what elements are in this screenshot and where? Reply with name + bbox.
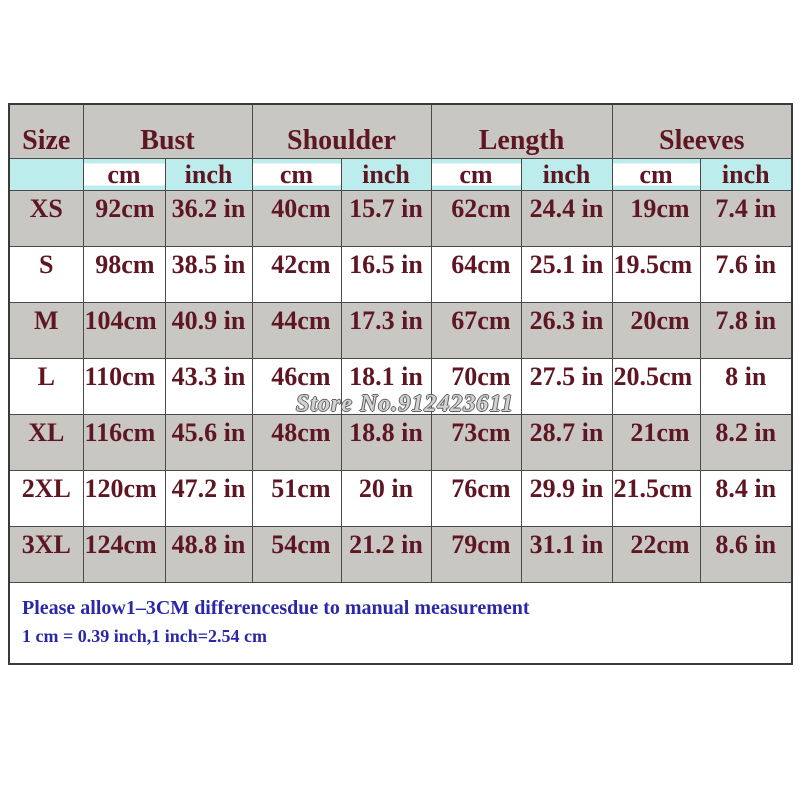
value-cell: 8.4 in [700,471,792,527]
value-cell: 20cm [612,303,700,359]
value-cell: 48cm [252,415,341,471]
unit-cell-inch: inch [521,159,612,191]
value-cell: 104cm [83,303,165,359]
value-cell: 28.7 in [521,415,612,471]
value-cell: 24.4 in [521,191,612,247]
unit-cell-inch: inch [165,159,252,191]
table-row [9,191,792,247]
note-box [9,583,792,665]
value-cell: 15.7 in [341,191,431,247]
value-cell: 19cm [612,191,700,247]
header-row [9,104,792,159]
unit-header-row [9,159,792,191]
value-cell: 67cm [431,303,521,359]
value-cell: 20 in [341,471,431,527]
note-line-1: Please allow1–3CM differencesdue to manual measurement [22,597,530,620]
value-cell: 47.2 in [165,471,252,527]
table-row [9,471,792,527]
value-cell: 110cm [83,359,165,415]
value-cell: 62cm [431,191,521,247]
value-cell: 7.8 in [700,303,792,359]
header-group-bust: Bust [83,104,252,159]
size-cell: 2XL [9,471,83,527]
table-row [9,247,792,303]
value-cell: 98cm [83,247,165,303]
size-cell: XS [9,191,83,247]
value-cell: 31.1 in [521,527,612,583]
header-group-shoulder: Shoulder [252,104,431,159]
value-cell: 8.6 in [700,527,792,583]
value-cell: 124cm [83,527,165,583]
unit-cell-inch: inch [700,159,792,191]
value-cell: 7.4 in [700,191,792,247]
unit-cell-cm: cm [252,159,341,191]
value-cell: 92cm [83,191,165,247]
value-cell: 46cm [252,359,341,415]
size-chart-body [9,191,792,583]
value-cell: 26.3 in [521,303,612,359]
value-cell: 25.1 in [521,247,612,303]
value-cell: 70cm [431,359,521,415]
size-cell: M [9,303,83,359]
unit-cell-cm: cm [83,159,165,191]
value-cell: 21cm [612,415,700,471]
value-cell: 21.5cm [612,471,700,527]
unit-cell-inch: inch [341,159,431,191]
value-cell: 18.8 in [341,415,431,471]
value-cell: 27.5 in [521,359,612,415]
value-cell: 19.5cm [612,247,700,303]
value-cell: 48.8 in [165,527,252,583]
value-cell: 42cm [252,247,341,303]
value-cell: 20.5cm [612,359,700,415]
value-cell: 45.6 in [165,415,252,471]
note-line-2: 1 cm = 0.39 inch,1 inch=2.54 cm [22,626,268,647]
value-cell: 43.3 in [165,359,252,415]
value-cell: 73cm [431,415,521,471]
size-chart-sheet [8,103,791,665]
value-cell: 51cm [252,471,341,527]
value-cell: 54cm [252,527,341,583]
size-cell: XL [9,415,83,471]
value-cell: 79cm [431,527,521,583]
value-cell: 17.3 in [341,303,431,359]
table-row [9,359,792,415]
value-cell: 116cm [83,415,165,471]
value-cell: 120cm [83,471,165,527]
value-cell: 21.2 in [341,527,431,583]
size-cell: L [9,359,83,415]
value-cell: 22cm [612,527,700,583]
table-row [9,527,792,583]
value-cell: 76cm [431,471,521,527]
table-row [9,303,792,359]
size-cell: S [9,247,83,303]
value-cell: 8 in [700,359,792,415]
value-cell: 40cm [252,191,341,247]
header-group-sleeves: Sleeves [612,104,792,159]
size-chart-table [8,103,793,665]
value-cell: 64cm [431,247,521,303]
unit-cell-cm: cm [431,159,521,191]
value-cell: 8.2 in [700,415,792,471]
unit-cell-blank [9,159,83,191]
value-cell: 38.5 in [165,247,252,303]
header-group-length: Length [431,104,612,159]
size-cell: 3XL [9,527,83,583]
table-row [9,415,792,471]
header-cell-size: Size [9,104,83,159]
value-cell: 16.5 in [341,247,431,303]
value-cell: 44cm [252,303,341,359]
note-row [9,583,792,665]
value-cell: 40.9 in [165,303,252,359]
value-cell: 29.9 in [521,471,612,527]
value-cell: 36.2 in [165,191,252,247]
unit-cell-cm: cm [612,159,700,191]
value-cell: 18.1 in [341,359,431,415]
store-watermark: Store No.912423611 [296,391,515,417]
value-cell: 7.6 in [700,247,792,303]
